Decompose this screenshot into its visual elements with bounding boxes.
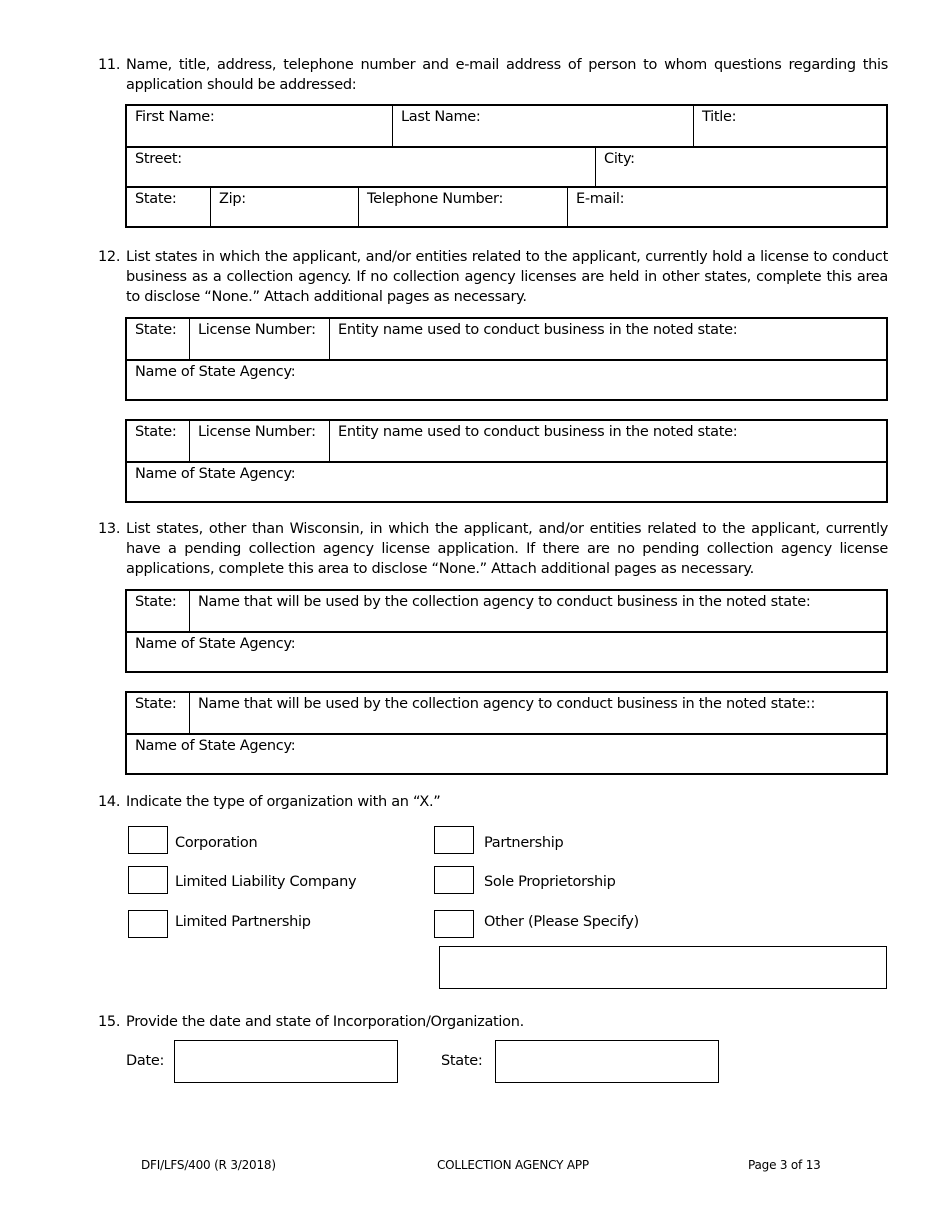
- state-agency-field[interactable]: Name of State Agency:: [135, 738, 296, 754]
- state-label: State:: [441, 1053, 483, 1069]
- pending-name-field[interactable]: Name that will be used by the collection agency to conduct business in the noted state::: [189, 693, 886, 733]
- question-text: List states in which the applicant, and/or entities related to the applicant, currently hold a license to conduct business as a collection agency. If no collection agency licenses are held in other states, complete this area to disclose “None.” Attach additional pages as necessary.: [126, 249, 888, 305]
- question-number: 11.: [98, 57, 121, 73]
- question-text: List states, other than Wisconsin, in which the applicant, and/or entities related to the applicant, currently have a pending collection agency license application. If there are no pending collection agency license applications, complete this area to disclose “None.” Attach additional pages as necessary.: [126, 521, 888, 577]
- other-label: Other (Please Specify): [484, 914, 639, 930]
- sole-proprietorship-label: Sole Proprietorship: [484, 874, 616, 890]
- question-12: [98, 247, 888, 307]
- other-specify-field[interactable]: [439, 946, 887, 989]
- llc-label: Limited Liability Company: [175, 874, 357, 890]
- zip-field[interactable]: Zip:: [210, 188, 358, 226]
- date-label: Date:: [126, 1053, 165, 1069]
- street-field[interactable]: Street:: [135, 151, 182, 167]
- question-15: [98, 1012, 888, 1032]
- email-field[interactable]: E-mail:: [567, 188, 886, 226]
- license-number-field[interactable]: License Number:: [189, 421, 329, 461]
- state-agency-field[interactable]: Name of State Agency:: [135, 364, 296, 380]
- incorporation-state-field[interactable]: [495, 1040, 719, 1083]
- sole-proprietorship-checkbox[interactable]: [434, 866, 474, 894]
- question-text: Name, title, address, telephone number and e-mail address of person to whom questions regarding this application should be addressed:: [126, 57, 888, 93]
- incorporation-date-field[interactable]: [174, 1040, 398, 1083]
- question-13: [98, 519, 888, 579]
- llc-checkbox[interactable]: [128, 866, 168, 894]
- question-number: 12.: [98, 249, 121, 265]
- license-table-2: [125, 419, 888, 503]
- pending-table-2: [125, 691, 888, 775]
- last-name-field[interactable]: Last Name:: [392, 106, 693, 146]
- state-agency-field[interactable]: Name of State Agency:: [135, 636, 296, 652]
- pending-state-field[interactable]: State:: [135, 696, 177, 712]
- question-11: [98, 55, 888, 95]
- city-field[interactable]: City:: [595, 148, 886, 186]
- first-name-field[interactable]: First Name:: [135, 109, 215, 125]
- limited-partnership-checkbox[interactable]: [128, 910, 168, 938]
- question-number: 15.: [98, 1014, 121, 1030]
- pending-name-field[interactable]: Name that will be used by the collection agency to conduct business in the noted state:: [189, 591, 886, 631]
- entity-name-field[interactable]: Entity name used to conduct business in the noted state:: [329, 421, 886, 461]
- corporation-checkbox[interactable]: [128, 826, 168, 854]
- state-field[interactable]: State:: [135, 191, 177, 207]
- license-number-field[interactable]: License Number:: [189, 319, 329, 359]
- state-agency-field[interactable]: Name of State Agency:: [135, 466, 296, 482]
- question-text: Indicate the type of organization with an “X.”: [126, 794, 441, 810]
- license-table-1: [125, 317, 888, 401]
- other-checkbox[interactable]: [434, 910, 474, 938]
- pending-state-field[interactable]: State:: [135, 594, 177, 610]
- contact-person-table: [125, 104, 888, 228]
- limited-partnership-label: Limited Partnership: [175, 914, 311, 930]
- license-state-field[interactable]: State:: [135, 424, 177, 440]
- question-number: 14.: [98, 794, 121, 810]
- question-text: Provide the date and state of Incorporation/Organization.: [126, 1014, 524, 1030]
- entity-name-field[interactable]: Entity name used to conduct business in the noted state:: [329, 319, 886, 359]
- corporation-label: Corporation: [175, 835, 258, 851]
- license-state-field[interactable]: State:: [135, 322, 177, 338]
- partnership-label: Partnership: [484, 835, 564, 851]
- title-field[interactable]: Title:: [693, 106, 886, 146]
- question-14: [98, 792, 888, 812]
- footer-doc-title: COLLECTION AGENCY APP: [437, 1158, 589, 1172]
- telephone-field[interactable]: Telephone Number:: [358, 188, 567, 226]
- footer-page-number: Page 3 of 13: [748, 1158, 821, 1172]
- pending-table-1: [125, 589, 888, 673]
- question-number: 13.: [98, 521, 121, 537]
- partnership-checkbox[interactable]: [434, 826, 474, 854]
- footer-form-id: DFI/LFS/400 (R 3/2018): [141, 1158, 276, 1172]
